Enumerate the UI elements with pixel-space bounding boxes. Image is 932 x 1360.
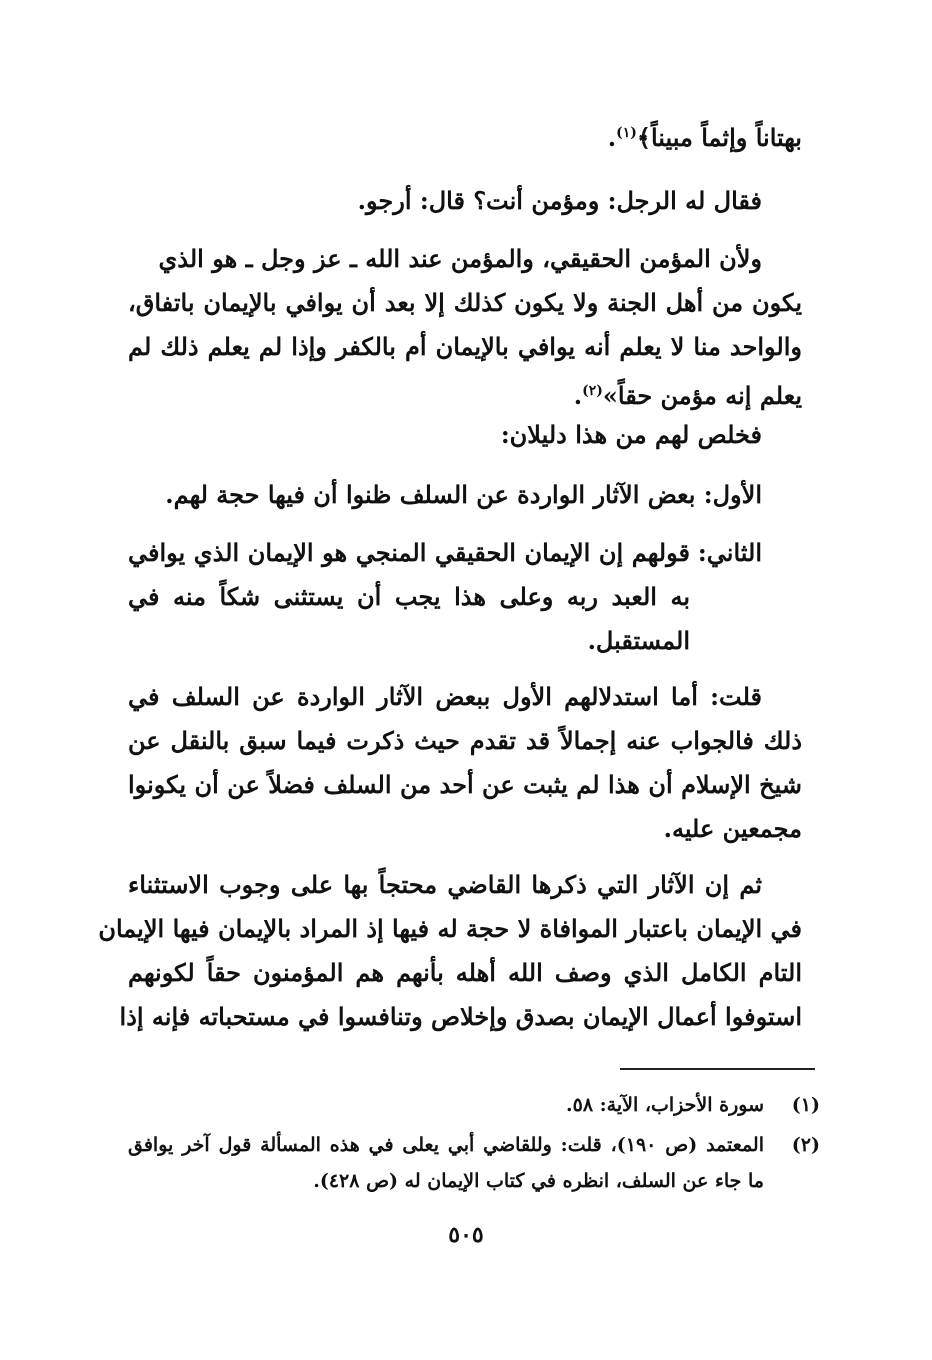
second-line-2: به العبد ربه وعلى هذا يجب أن يستثنى شكاً منه في bbox=[128, 582, 690, 611]
paragraph-2-line-4 bbox=[574, 374, 802, 413]
paragraph-4-line-1: قلت: أما استدلالهم الأول ببعض الآثار الواردة عن السلف في bbox=[128, 682, 762, 711]
paragraph-5-line-1: ثم إن الآثار التي ذكرها القاضي محتجاً بها على وجوب الاستثناء bbox=[128, 870, 762, 899]
footnote-separator bbox=[620, 1068, 815, 1070]
footnote-2-line-2: ما جاء عن السلف، انظره في كتاب الإيمان له (ص ٤٢٨). bbox=[313, 1170, 764, 1192]
paragraph-2-line-1: ولأن المؤمن الحقيقي، والمؤمن عند الله ـ عز وجل ـ هو الذي bbox=[158, 244, 762, 273]
paragraph-2-line-3: والواحد منا لا يعلم أنه يوافي بالإيمان أم بالكفر وإذا لم يعلم ذلك لم bbox=[128, 332, 802, 361]
first-evidence bbox=[165, 478, 762, 512]
paragraph-3: فخلص لهم من هذا دليلان: bbox=[500, 420, 762, 449]
footnote-ref-2: (٢) bbox=[582, 383, 603, 399]
paragraph-4-line-3: شيخ الإسلام أن هذا لم يثبت عن أحد من السلف فضلاً عن أن يكونوا bbox=[128, 770, 802, 799]
quote-text: بهتاناً وإثماً مبيناً﴾ bbox=[636, 123, 802, 152]
paragraph-5-line-2: في الإيمان باعتبار الموافاة لا حجة له فيها إذ المراد بالإيمان فيها الإيمان bbox=[98, 914, 802, 943]
first-label: الأول: bbox=[703, 480, 762, 509]
paragraph-2-line-4-text: يعلم إنه مؤمن حقاً» bbox=[602, 381, 802, 410]
footnote-2-line-1: المعتمد (ص ١٩٠)، قلت: وللقاضي أبي يعلى في هذه المسألة قول آخر يوافق bbox=[128, 1134, 764, 1156]
footnote-ref-1: (١) bbox=[616, 125, 637, 141]
paragraph-5-line-4: استوفوا أعمال الإيمان بصدق وإخلاص وتنافسوا في مستحباته فإنه إذا bbox=[119, 1002, 802, 1031]
second-line-3: المستقبل. bbox=[587, 626, 690, 655]
paragraph-4-line-2: ذلك فالجواب عنه إجمالاً قد تقدم حيث ذكرت فيما سبق بالنقل عن bbox=[128, 726, 802, 755]
footnote-2-number: (٢) bbox=[791, 1134, 820, 1156]
footnote-1-number: (١) bbox=[791, 1094, 820, 1116]
page-number: ٥٠٥ bbox=[448, 1222, 484, 1248]
footnote-1-text: سورة الأحزاب، الآية: ٥٨. bbox=[565, 1094, 764, 1116]
second-label: الثاني: bbox=[697, 538, 762, 567]
period: . bbox=[573, 381, 583, 410]
paragraph-2-line-2: يكون من أهل الجنة ولا يكون كذلك إلا بعد أن يوافي بالإيمان باتفاق، bbox=[128, 288, 802, 317]
paragraph-5-line-3: التام الكامل الذي وصف الله أهله بأنهم هم المؤمنون حقاً لكونهم bbox=[128, 958, 803, 987]
second-line-1: قولهم إن الإيمان الحقيقي المنجي هو الإيمان الذي يوافي bbox=[128, 538, 690, 567]
period: . bbox=[607, 123, 617, 152]
quote-ending-line bbox=[608, 116, 802, 155]
first-text: بعض الآثار الواردة عن السلف ظنوا أن فيها حجة لهم. bbox=[165, 480, 696, 509]
paragraph-1: فقال له الرجل: ومؤمن أنت؟ قال: أرجو. bbox=[357, 186, 762, 215]
paragraph-4-line-4: مجمعين عليه. bbox=[663, 814, 802, 843]
